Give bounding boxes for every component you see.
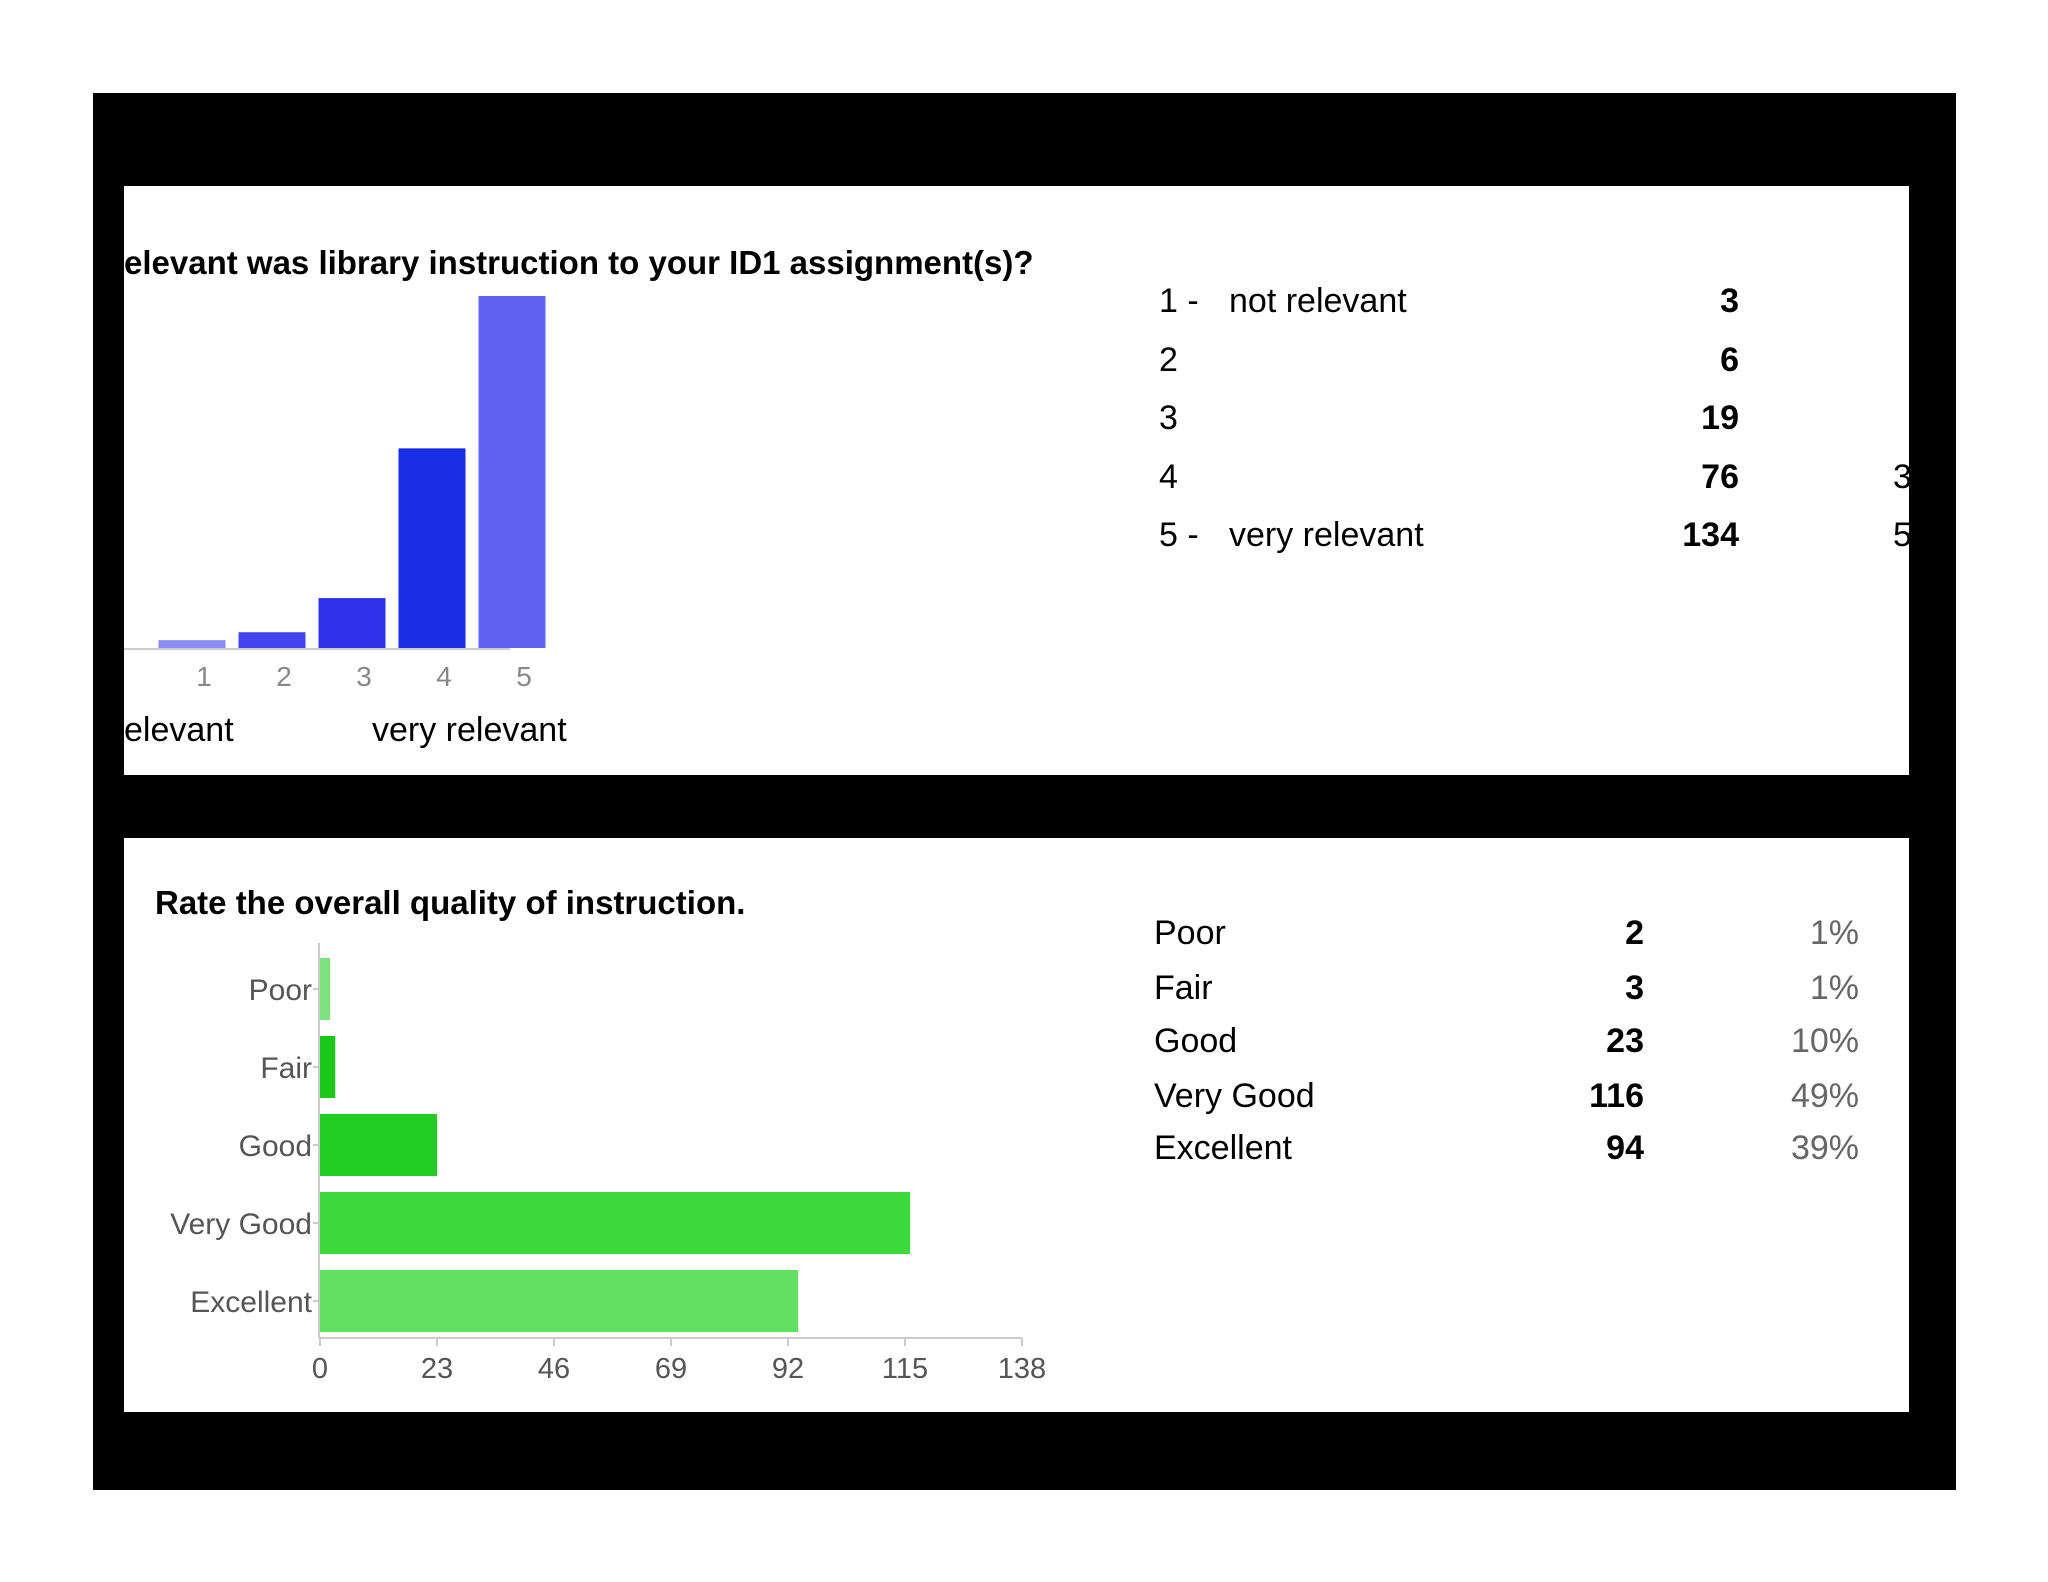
x-tick-label: 0: [311, 1353, 329, 1385]
relevance-bar-chart: [124, 186, 684, 692]
table-row: [1159, 282, 1909, 326]
bar-good: [320, 1114, 437, 1176]
bar-excellent: [320, 1270, 798, 1332]
row-label: Excellent: [1154, 1129, 1292, 1167]
row-count: 94: [1606, 1129, 1644, 1167]
table-row: [1154, 1077, 1894, 1121]
row-count: 2: [1625, 914, 1644, 952]
quality-panel: [124, 838, 1909, 1412]
x-tick-label: 115: [881, 1353, 929, 1385]
table-row: [1159, 458, 1912, 502]
row-label: Fair: [1154, 969, 1213, 1007]
x-tick-label: 92: [771, 1353, 805, 1385]
row-label: Good: [1154, 1022, 1238, 1060]
row-count: 116: [1589, 1077, 1644, 1115]
quality-bar-chart: [124, 838, 1064, 1412]
x-tick-label: 1: [196, 661, 212, 692]
row-count: 6: [1720, 341, 1739, 379]
table-row: [1154, 1022, 1894, 1066]
bar-2: [239, 632, 306, 648]
table-row: [1159, 399, 1909, 443]
row-label: 1 -: [1159, 282, 1199, 320]
x-tick-label: 2: [276, 661, 292, 692]
row-count: 3: [1720, 282, 1739, 320]
bar-3: [319, 598, 386, 648]
table-row: [1154, 914, 1894, 958]
row-label: 3: [1159, 399, 1178, 437]
y-tick-label: Fair: [260, 1052, 312, 1085]
row-label: Poor: [1154, 914, 1226, 952]
row-desc: very relevant: [1229, 516, 1424, 554]
bar-5: [479, 296, 546, 648]
chart-title: elevant was library instruction to your ID1 assignment(s)?: [124, 244, 1034, 281]
row-label: Very Good: [1154, 1077, 1315, 1115]
y-tick-label: Poor: [248, 974, 312, 1007]
y-tick-label: Very Good: [170, 1208, 312, 1241]
table-row: [1154, 969, 1894, 1013]
row-count: 23: [1606, 1022, 1644, 1060]
x-tick-label: 4: [436, 661, 452, 692]
row-desc: not relevant: [1229, 282, 1407, 320]
x-tick-label: 138: [997, 1353, 1047, 1385]
row-count: 19: [1701, 399, 1739, 437]
relevance-panel: [124, 186, 1912, 775]
row-label: 4: [1159, 458, 1178, 496]
table-row: [1154, 1129, 1894, 1173]
row-percent: 1%: [1809, 914, 1859, 952]
y-tick-label: Excellent: [190, 1286, 312, 1319]
x-tick-label: 3: [356, 661, 372, 692]
chart-title: Rate the overall quality of instruction.: [155, 884, 746, 921]
row-extra: 5: [1893, 516, 1912, 554]
table-row: [1159, 516, 1912, 560]
row-count: 3: [1625, 969, 1644, 1007]
row-extra: 3: [1893, 458, 1912, 496]
row-percent: 10%: [1790, 1022, 1859, 1060]
axis-label-high: very relevant: [372, 711, 567, 749]
bar-fair: [320, 1036, 335, 1098]
bar-1: [159, 640, 226, 648]
bar-poor: [320, 958, 330, 1020]
row-percent: 39%: [1790, 1129, 1859, 1167]
bar-4: [399, 448, 466, 648]
axis-label-low: elevant: [124, 711, 234, 749]
table-row: [1159, 341, 1909, 385]
x-tick-label: 69: [654, 1353, 688, 1385]
row-percent: 49%: [1790, 1077, 1859, 1115]
x-tick-label: 5: [516, 661, 532, 692]
row-count: 134: [1682, 516, 1739, 554]
x-tick-label: 23: [420, 1353, 454, 1385]
row-count: 76: [1701, 458, 1739, 496]
row-percent: 1%: [1809, 969, 1859, 1007]
bar-very-good: [320, 1192, 910, 1254]
y-tick-label: Good: [238, 1130, 312, 1163]
x-tick-label: 46: [537, 1353, 571, 1385]
row-label: 2: [1159, 341, 1178, 379]
row-label: 5 -: [1159, 516, 1199, 554]
